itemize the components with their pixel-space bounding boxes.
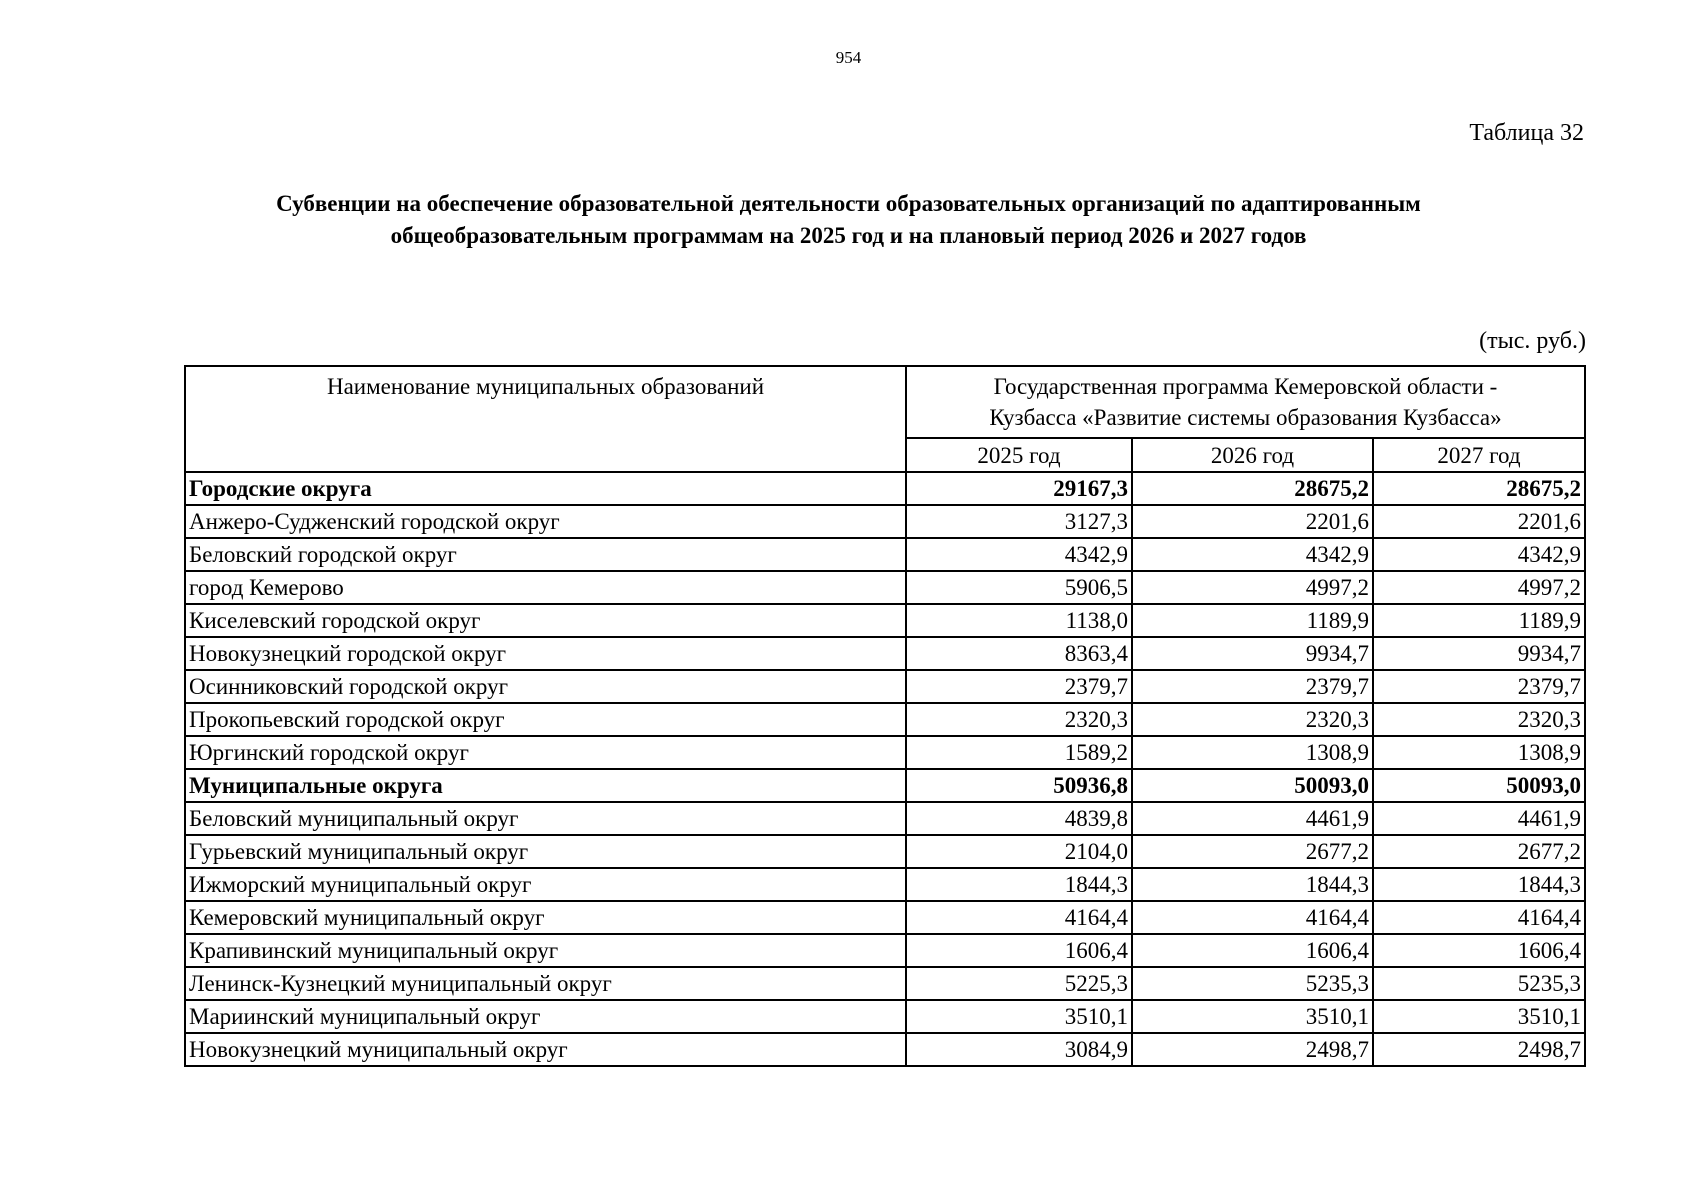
municipality-name-cell: Кемеровский муниципальный округ xyxy=(185,901,906,934)
municipality-name-cell: Мариинский муниципальный округ xyxy=(185,1000,906,1033)
municipality-name-cell: Ленинск-Кузнецкий муниципальный округ xyxy=(185,967,906,1000)
value-2025-cell: 8363,4 xyxy=(906,637,1132,670)
page-number: 954 xyxy=(835,48,862,67)
value-2026-cell: 4997,2 xyxy=(1132,571,1373,604)
value-2026-cell: 3510,1 xyxy=(1132,1000,1373,1033)
units-label: (тыс. руб.) xyxy=(1479,328,1586,354)
table-row xyxy=(185,505,1585,538)
table-row xyxy=(185,1033,1585,1066)
municipality-name-cell: Анжеро-Судженский городской округ xyxy=(185,505,906,538)
table-body xyxy=(185,472,1585,1066)
value-2027-cell: 1844,3 xyxy=(1373,868,1585,901)
table-row xyxy=(185,802,1585,835)
value-2026-cell: 2201,6 xyxy=(1132,505,1373,538)
municipality-column-header: Наименование муниципальных образований xyxy=(185,366,906,472)
municipality-name-cell: Городские округа xyxy=(185,472,906,505)
table-row xyxy=(185,901,1585,934)
municipality-name-cell: Новокузнецкий муниципальный округ xyxy=(185,1033,906,1066)
value-2026-cell: 2320,3 xyxy=(1132,703,1373,736)
table-row xyxy=(185,934,1585,967)
value-2025-cell: 2104,0 xyxy=(906,835,1132,868)
municipality-name-cell: Гурьевский муниципальный округ xyxy=(185,835,906,868)
program-column-header xyxy=(906,366,1585,438)
municipality-name-cell: город Кемерово xyxy=(185,571,906,604)
year-2026-header: 2026 год xyxy=(1132,438,1373,472)
value-2027-cell: 3510,1 xyxy=(1373,1000,1585,1033)
value-2026-cell: 4461,9 xyxy=(1132,802,1373,835)
value-2025-cell: 4839,8 xyxy=(906,802,1132,835)
table-row xyxy=(185,538,1585,571)
value-2025-cell: 3084,9 xyxy=(906,1033,1132,1066)
municipality-name-cell: Осинниковский городской округ xyxy=(185,670,906,703)
value-2027-cell: 4997,2 xyxy=(1373,571,1585,604)
value-2025-cell: 1844,3 xyxy=(906,868,1132,901)
group-total-row xyxy=(185,472,1585,505)
table-row xyxy=(185,637,1585,670)
value-2025-cell: 1138,0 xyxy=(906,604,1132,637)
value-2026-cell: 1308,9 xyxy=(1132,736,1373,769)
value-2026-cell: 1606,4 xyxy=(1132,934,1373,967)
municipality-name-cell: Ижморский муниципальный округ xyxy=(185,868,906,901)
value-2027-cell: 2379,7 xyxy=(1373,670,1585,703)
value-2025-cell: 2320,3 xyxy=(906,703,1132,736)
value-2025-cell: 1606,4 xyxy=(906,934,1132,967)
value-2027-cell: 1308,9 xyxy=(1373,736,1585,769)
group-total-row xyxy=(185,769,1585,802)
value-2027-cell: 28675,2 xyxy=(1373,472,1585,505)
value-2025-cell: 29167,3 xyxy=(906,472,1132,505)
table-label: Таблица 32 xyxy=(1469,120,1584,146)
value-2026-cell: 2498,7 xyxy=(1132,1033,1373,1066)
municipality-name-cell: Прокопьевский городской округ xyxy=(185,703,906,736)
table-row xyxy=(185,967,1585,1000)
value-2027-cell: 50093,0 xyxy=(1373,769,1585,802)
value-2027-cell: 2320,3 xyxy=(1373,703,1585,736)
municipality-name-cell: Новокузнецкий городской округ xyxy=(185,637,906,670)
value-2026-cell: 9934,7 xyxy=(1132,637,1373,670)
table-row xyxy=(185,1000,1585,1033)
value-2027-cell: 2677,2 xyxy=(1373,835,1585,868)
value-2025-cell: 1589,2 xyxy=(906,736,1132,769)
value-2026-cell: 4164,4 xyxy=(1132,901,1373,934)
program-header-line-1: Государственная программа Кемеровской области - xyxy=(993,374,1498,399)
value-2027-cell: 1606,4 xyxy=(1373,934,1585,967)
document-title-line-1: Субвенции на обеспечение образовательной деятельности образовательных организаций по адаптированным xyxy=(276,191,1421,216)
value-2027-cell: 5235,3 xyxy=(1373,967,1585,1000)
value-2026-cell: 2677,2 xyxy=(1132,835,1373,868)
table-row xyxy=(185,868,1585,901)
value-2027-cell: 4164,4 xyxy=(1373,901,1585,934)
table-row xyxy=(185,835,1585,868)
value-2025-cell: 3127,3 xyxy=(906,505,1132,538)
header-row-1 xyxy=(185,366,1585,438)
value-2027-cell: 4461,9 xyxy=(1373,802,1585,835)
value-2026-cell: 50093,0 xyxy=(1132,769,1373,802)
value-2025-cell: 4164,4 xyxy=(906,901,1132,934)
table-row xyxy=(185,670,1585,703)
value-2025-cell: 5225,3 xyxy=(906,967,1132,1000)
value-2025-cell: 50936,8 xyxy=(906,769,1132,802)
municipality-name-cell: Крапивинский муниципальный округ xyxy=(185,934,906,967)
year-2025-header: 2025 год xyxy=(906,438,1132,472)
table-row xyxy=(185,571,1585,604)
value-2025-cell: 4342,9 xyxy=(906,538,1132,571)
year-2027-header: 2027 год xyxy=(1373,438,1585,472)
value-2026-cell: 2379,7 xyxy=(1132,670,1373,703)
municipality-name-cell: Муниципальные округа xyxy=(185,769,906,802)
value-2026-cell: 1189,9 xyxy=(1132,604,1373,637)
table-row xyxy=(185,703,1585,736)
municipality-name-cell: Беловский муниципальный округ xyxy=(185,802,906,835)
value-2025-cell: 5906,5 xyxy=(906,571,1132,604)
value-2026-cell: 5235,3 xyxy=(1132,967,1373,1000)
value-2027-cell: 4342,9 xyxy=(1373,538,1585,571)
value-2026-cell: 4342,9 xyxy=(1132,538,1373,571)
document-title xyxy=(0,188,1697,252)
value-2027-cell: 1189,9 xyxy=(1373,604,1585,637)
value-2027-cell: 2201,6 xyxy=(1373,505,1585,538)
value-2027-cell: 9934,7 xyxy=(1373,637,1585,670)
table-row xyxy=(185,604,1585,637)
municipality-name-cell: Юргинский городской округ xyxy=(185,736,906,769)
program-header-line-2: Кузбасса «Развитие системы образования Кузбасса» xyxy=(989,405,1502,430)
value-2025-cell: 2379,7 xyxy=(906,670,1132,703)
municipality-name-cell: Киселевский городской округ xyxy=(185,604,906,637)
value-2027-cell: 2498,7 xyxy=(1373,1033,1585,1066)
document-title-line-2: общеобразовательным программам на 2025 год и на плановый период 2026 и 2027 годов xyxy=(390,223,1307,248)
table-header xyxy=(185,366,1585,472)
value-2026-cell: 28675,2 xyxy=(1132,472,1373,505)
value-2025-cell: 3510,1 xyxy=(906,1000,1132,1033)
value-2026-cell: 1844,3 xyxy=(1132,868,1373,901)
table-row xyxy=(185,736,1585,769)
municipality-name-cell: Беловский городской округ xyxy=(185,538,906,571)
subsidies-table xyxy=(184,365,1586,1067)
